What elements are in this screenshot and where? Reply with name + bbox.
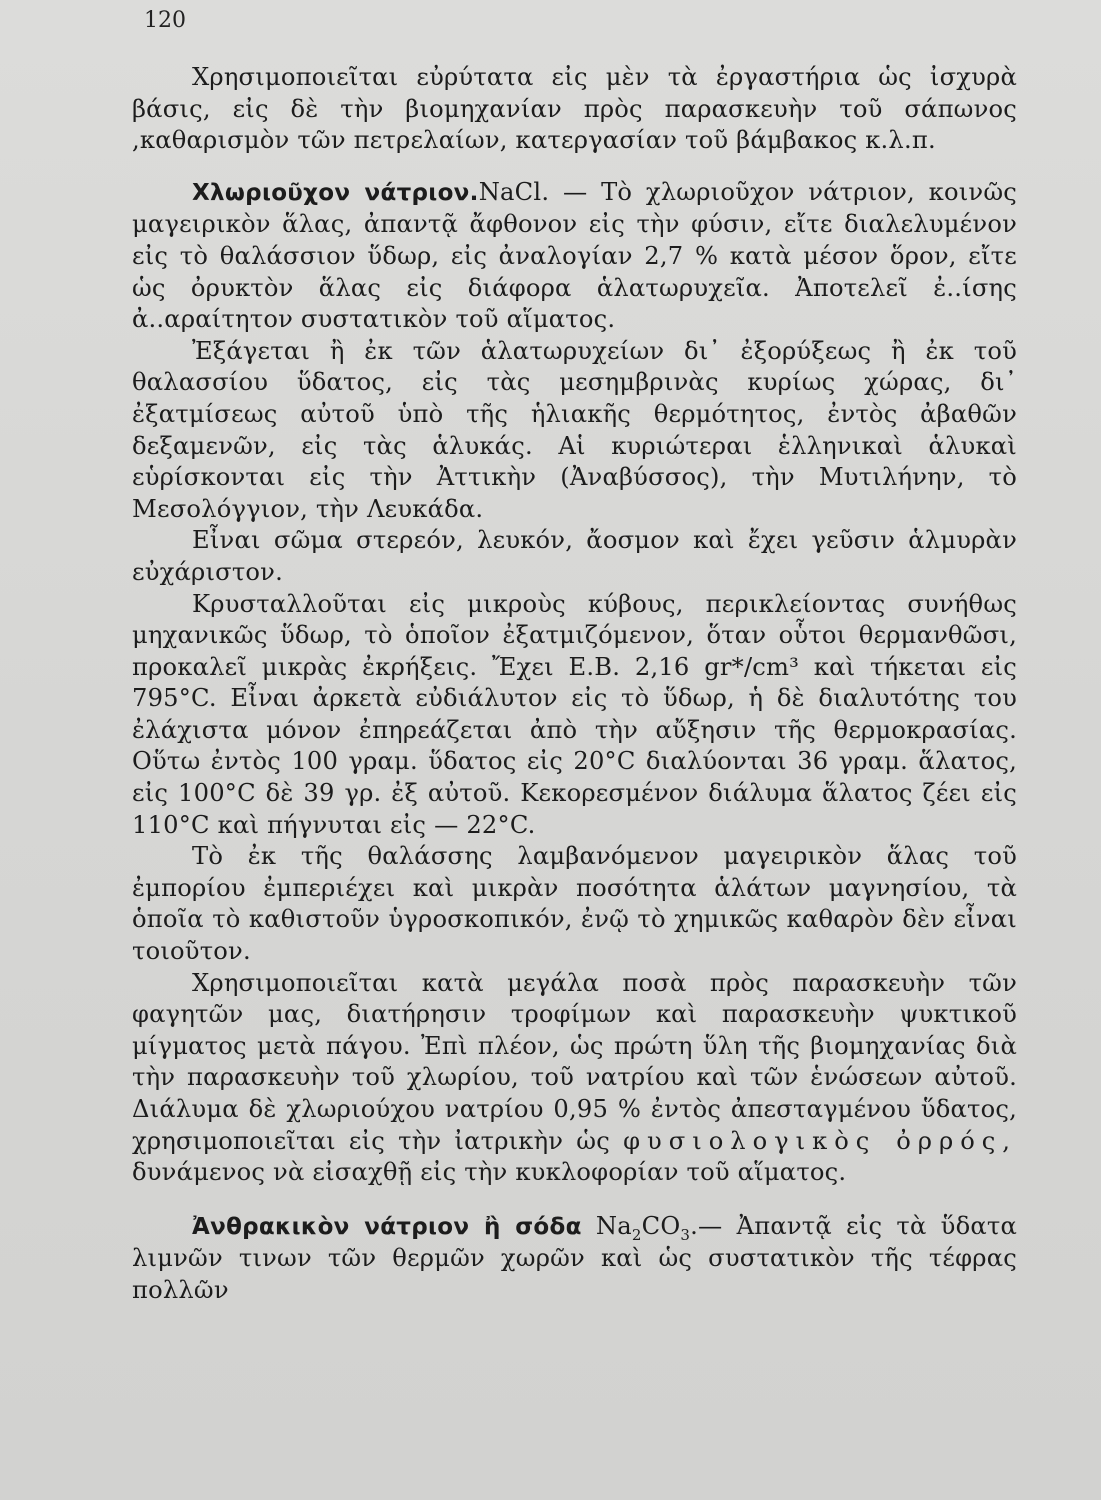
paragraph-commercial-salt [132,841,1017,967]
paragraph-text: — Τὸ χλωριοῦχον νάτριον, κοινῶς μαγειρικὸν ἅλας, ἀπαντᾷ ἄφθονον εἰς τὴν φύσιν, εἴτε διαλελυμένον εἰς τὸ θαλάσσιον ὕδωρ, εἰς ἀναλογίαν 2,7 % κατὰ μέσον ὅρον, εἴτε ὡς ὀρυκτὸν ἅλας εἰς διάφορα ἁλατωρυχεῖα. Ἀποτελεῖ ἐ..ίσης ἀ..αραίτητον συστατικὸν τοῦ αἵματος. [132,177,1017,334]
page-number: 120 [144,8,186,33]
chemical-formula: NaCl. [478,177,550,206]
formula-subscript: 3 [680,1225,691,1244]
spaced-emphasis-text: φυσιολογικὸς ὀρρός, [623,1126,1018,1155]
paragraph-text: Κρυσταλλοῦται εἰς μικροὺς κύβους, περικλείοντας συνήθως μηχανικῶς ὕδωρ, τὸ ὁποῖον ἐξατμιζόμενον, ὅταν οὗτοι θερμανθῶσι, προκαλεῖ μικρὰς ἐκρήξεις. Ἔχει Ε.Β. 2,16 gr*/cm³ καὶ τήκεται εἰς 795°C. Εἶναι ἀρκετὰ εὐδιάλυτον εἰς τὸ ὕδωρ, ἡ δὲ διαλυτότης του ἐλάχιστα μόνον ἐπηρεάζεται ἀπὸ τὴν αὔξησιν τῆς θερμοκρασίας. Οὕτω ἐντὸς 100 γραμ. ὕδατος εἰς 20°C διαλύονται 36 γραμ. ἅλατος, εἰς 100°C δὲ 39 γρ. ἐξ αὐτοῦ. Κεκορεσμένον διάλυμα ἅλατος ζέει εἰς 110°C καὶ πήγνυται εἰς — 22°C. [132,589,1017,839]
chemical-formula [595,1211,699,1244]
paragraph-text: Τὸ ἐκ τῆς θαλάσσης λαμβανόμενον μαγειρικὸν ἅλας τοῦ ἐμπορίου ἐμπεριέχει καὶ μικρὰν ποσότητα ἁλάτων μαγνησίου, τὰ ὁποῖα τὸ καθιστοῦν ὑγροσκοπικόν, ἐνῷ τὸ χημικῶς καθαρὸν δὲν εἶναι τοιοῦτον. [132,842,1017,966]
paragraph-text: — Ἀπαντᾷ εἰς τὰ ὕδατα λιμνῶν τινων τῶν θερμῶν χωρῶν καὶ ὡς συστατικὸν τῆς τέφρας πολλῶν [132,1211,1017,1304]
paragraph-text: Χρησιμοποιεῖται εὐρύτατα εἰς μὲν τὰ ἐργαστήρια ὡς ἰσχυρὰ βάσις, εἰς δὲ τὴν βιομηχανίαν πρὸς παρασκευὴν τοῦ σάπωνος ,καθαρισμὸν τῶν πετρελαίων, κατεργασίαν τοῦ βάμβακος κ.λ.π. [132,63,1017,155]
paragraph-text: Εἶναι σῶμα στερεόν, λευκόν, ἄοσμον καὶ ἔχει γεῦσιν ἁλμυρὰν εὐχάριστον. [132,526,1017,586]
paragraph-crystallization [132,589,1017,842]
formula-part: Na [595,1211,632,1240]
section-heading: Ἀνθρακικὸν νάτριον ἢ σόδα [192,1213,582,1240]
formula-subscript: 2 [631,1225,642,1244]
paragraph-extraction [132,336,1017,526]
body-text [132,62,1017,1307]
section-sodium-chloride [132,177,1017,336]
paragraph-salt-uses [132,968,1017,1189]
formula-part: . [690,1211,699,1240]
section-heading: Χλωριοῦχον νάτριον. [192,179,479,206]
paragraph-text: Ἐξάγεται ἢ ἐκ τῶν ἁλατωρυχείων δι᾽ ἐξορύξεως ἢ ἐκ τοῦ θαλασσίου ὕδατος, εἰς τὰς μεσημβρινὰς κυρίως χώρας, δι᾽ ἐξατμίσεως αὐτοῦ ὑπὸ τῆς ἡλιακῆς θερμότητος, ἐντὸς ἀβαθῶν δεξαμενῶν, εἰς τὰς ἁλυκάς. Αἱ κυριώτεραι ἑλληνικαὶ ἁλυκαὶ εὑρίσκονται εἰς τὴν Ἀττικὴν (Ἀναβύσσος), τὴν Μυτιλήνην, τὸ Μεσολόγγιον, τὴν Λευκάδα. [132,336,1017,523]
section-sodium-carbonate [132,1211,1017,1307]
paragraph-text: Χρησιμοποιεῖται κατὰ μεγάλα ποσὰ πρὸς παρασκευὴν τῶν φαγητῶν μας, διατήρησιν τροφίμων καὶ παρασκευὴν ψυκτικοῦ μίγματος μετὰ πάγου. Ἐπὶ πλέον, ὡς πρώτη ὕλη τῆς βιομηχανίας διὰ τὴν παρασκευὴν τοῦ χλωρίου, τοῦ νατρίου καὶ τῶν ἑνώσεων αὐτοῦ. Διάλυμα δὲ χλωριούχου νατρίου 0,95 % ἐντὸς ἀπεσταγμένου ὕδατος, χρησιμοποιεῖται εἰς τὴν ἰατρικὴν ὡς [132,968,1017,1155]
paragraph-text: δυνάμενος νὰ εἰσαχθῇ εἰς τὴν κυκλοφορίαν τοῦ αἵματος. [132,1158,847,1187]
formula-part: CO [641,1211,681,1240]
paragraph-properties [132,525,1017,588]
paragraph-uses-of-sodium-hydroxide [132,62,1017,157]
